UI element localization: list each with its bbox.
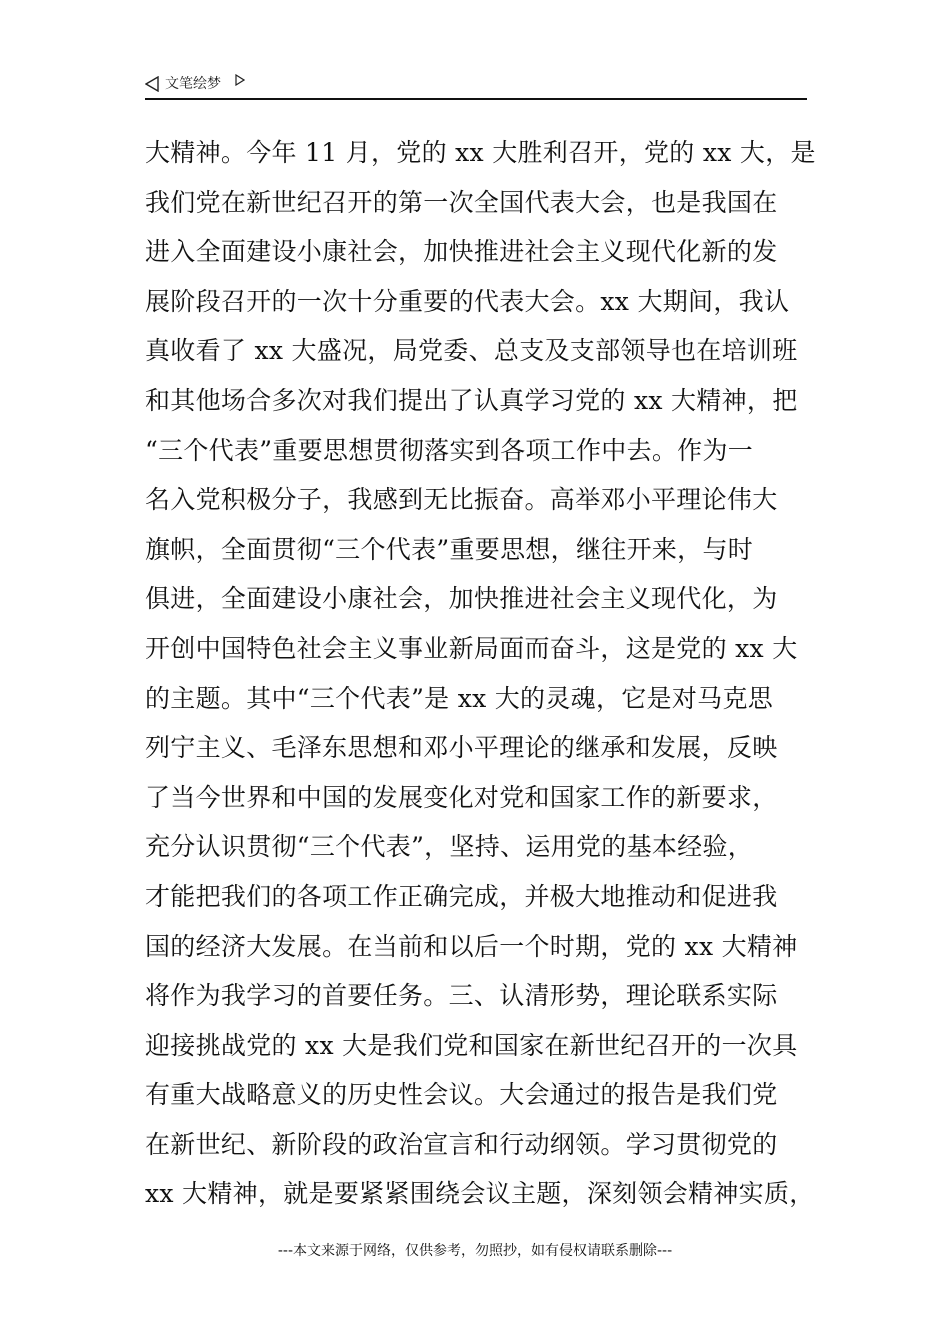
document-body	[145, 128, 816, 1219]
text-line: 有重大战略意义的历史性会议。大会通过的报告是我们党	[145, 1080, 778, 1110]
footer-notice: ---本文来源于网络，仅供参考，勿照抄，如有侵权请联系删除---	[277, 1243, 673, 1259]
text-line: 在新世纪、新阶段的政治宣言和行动纲领。学习贯彻党的	[145, 1129, 778, 1159]
text-line: 的主题。其中“三个代表”是 xx 大的灵魂，它是对马克思	[145, 683, 774, 713]
text-line: 真收看了 xx 大盛况，局党委、总支及支部领导也在培训班	[145, 336, 798, 366]
text-line: 进入全面建设小康社会，加快推进社会主义现代化新的发	[145, 237, 778, 267]
text-line: 将作为我学习的首要任务。三、认清形势，理论联系实际	[145, 981, 778, 1011]
text-line: “三个代表”重要思想贯彻落实到各项工作中去。作为一	[145, 435, 754, 465]
text-line: 俱进，全面建设小康社会，加快推进社会主义现代化，为	[145, 584, 778, 614]
text-line: 才能把我们的各项工作正确完成，并极大地推动和促进我	[145, 881, 778, 911]
text-line: 迎接挑战党的 xx 大是我们党和国家在新世纪召开的一次具	[145, 1030, 798, 1060]
text-line: 开创中国特色社会主义事业新局面而奋斗，这是党的 xx 大	[145, 633, 798, 663]
text-line: 和其他场合多次对我们提出了认真学习党的 xx 大精神，把	[145, 385, 798, 415]
text-line: 国的经济大发展。在当前和以后一个时期，党的 xx 大精神	[145, 931, 798, 961]
text-line: 名入党积极分子，我感到无比振奋。高举邓小平理论伟大	[145, 485, 778, 515]
triangle-left-icon	[145, 76, 159, 92]
text-line: 展阶段召开的一次十分重要的代表大会。xx 大期间，我认	[145, 286, 790, 316]
page-header	[145, 70, 807, 100]
triangle-right-icon	[235, 74, 245, 86]
text-line: xx 大精神，就是要紧紧围绕会议主题，深刻领会精神实质，	[145, 1179, 815, 1209]
text-line: 我们党在新世纪召开的第一次全国代表大会，也是我国在	[145, 187, 778, 217]
text-line: 充分认识贯彻“三个代表”，坚持、运用党的基本经验，	[145, 832, 754, 862]
text-line: 大精神。今年 11 月，党的 xx 大胜利召开，党的 xx 大，是	[145, 138, 816, 167]
text-line: 了当今世界和中国的发展变化对党和国家工作的新要求，	[145, 782, 778, 812]
header-title: 文笔绘梦	[165, 76, 221, 92]
text-line: 旗帜，全面贯彻“三个代表”重要思想，继往开来，与时	[145, 534, 754, 564]
text-line: 列宁主义、毛泽东思想和邓小平理论的继承和发展，反映	[145, 733, 778, 763]
